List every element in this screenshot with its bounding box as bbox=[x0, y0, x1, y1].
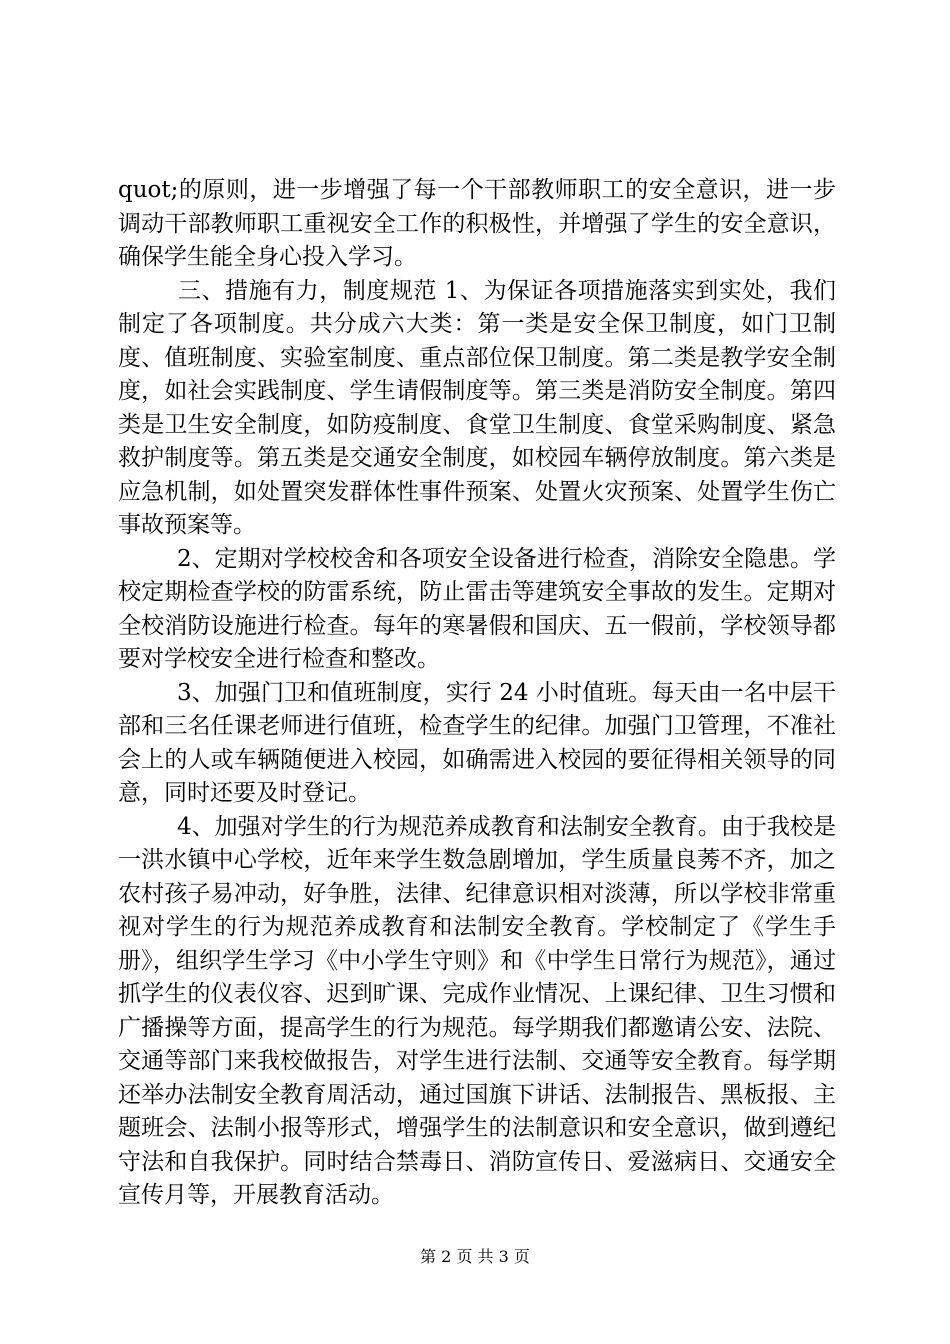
page-footer: 第 2 页 共 3 页 bbox=[420, 1247, 530, 1266]
paragraph-continuation: quot;的原则，进一步增强了每一个干部教师职工的安全意识，进一步调动干部教师职工重视安全工作的积极性，并增强了学生的安全意识，确保学生能全身心投入学习。 bbox=[118, 177, 836, 270]
paragraph-inspection: 2、定期对学校校舍和各项安全设备进行检查，消除安全隐患。学校定期检查学校的防雷系统，防止雷击等建筑安全事故的发生。定期对全校消防设施进行检查。每年的寒暑假和国庆、五一假前，学校领导都要对学校安全进行检查和整改。 bbox=[118, 545, 836, 672]
paragraph-student-education: 4、加强对学生的行为规范养成教育和法制安全教育。由于我校是一洪水镇中心学校，近年来学生数急剧增加，学生质量良莠不齐，加之农村孩子易冲动，好争胜，法律、纪律意识相对淡薄，所以学校非常重视对学生的行为规范养成教育和法制安全教育。学校制定了《学生手册》，组织学生学习《中小学生守则》和《中学生日常行为规范》，通过抓学生的仪表仪容、迟到旷课、完成作业情况、上课纪律、卫生习惯和广播操等方面，提高学生的行为规范。每学期我们都邀请公安、法院、交通等部门来我校做报告，对学生进行法制、交通等安全教育。每学期还举办法制安全教育周活动，通过国旗下讲话、法制报告、黑板报、主题班会、法制小报等形式，增强学生的法制意识和安全意识，做到遵纪守法和自我保护。同时结合禁毒日、消防宣传日、爱滋病日、交通安全宣传月等，开展教育活动。 bbox=[118, 813, 836, 1208]
paragraph-measures-heading: 三、措施有力，制度规范 1、为保证各项措施落实到实处，我们制定了各项制度。共分成六大类：第一类是安全保卫制度，如门卫制度、值班制度、实验室制度、重点部位保卫制度。第二类是教学安全制度，如社会实践制度、学生请假制度等。第三类是消防安全制度。第四类是卫生安全制度，如防疫制度、食堂卫生制度、食堂采购制度、紧急救护制度等。第五类是交通安全制度，如校园车辆停放制度。第六类是应急机制，如处置突发群体性事件预案、处置火灾预案、处置学生伤亡事故预案等。 bbox=[118, 277, 836, 538]
document-body bbox=[118, 174, 836, 1213]
paragraph-duty-system: 3、加强门卫和值班制度，实行 24 小时值班。每天由一名中层干部和三名任课老师进行值班，检查学生的纪律。加强门卫管理，不准社会上的人或车辆随便进入校园，如确需进入校园的要征得相关领导的同意，同时还要及时登记。 bbox=[118, 679, 836, 806]
